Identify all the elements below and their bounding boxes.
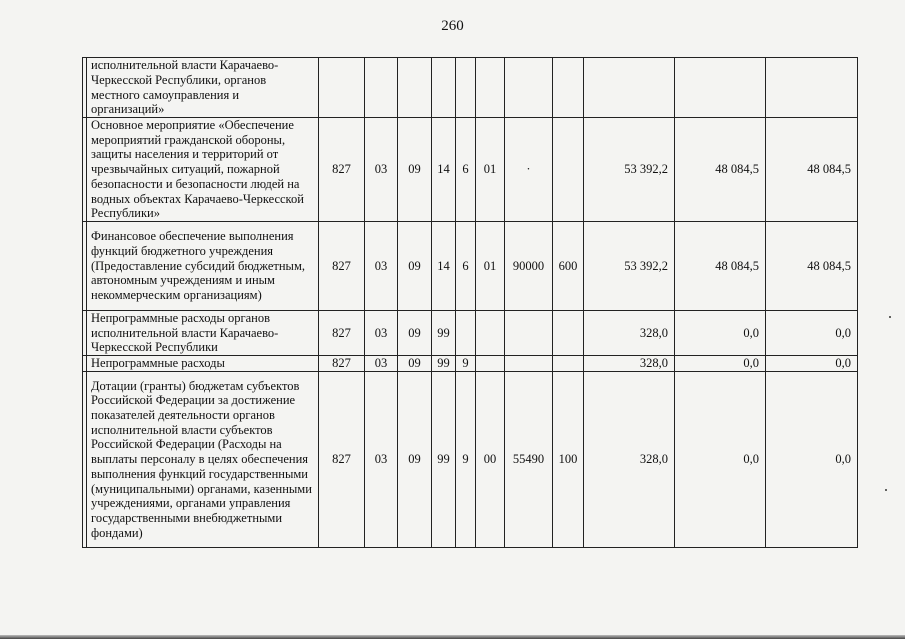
cell-direction: 55490 bbox=[505, 372, 553, 548]
cell-subprogram: 6 bbox=[456, 118, 476, 222]
cell-sum-1: 53 392,2 bbox=[584, 221, 675, 310]
cell-subsection: 09 bbox=[398, 118, 432, 222]
budget-table bbox=[82, 57, 858, 548]
cell-ministry-code: 827 bbox=[319, 118, 365, 222]
table-body bbox=[83, 58, 858, 548]
cell-event bbox=[476, 356, 505, 372]
cell-section: 03 bbox=[365, 221, 398, 310]
cell-sum-1: 328,0 bbox=[584, 310, 675, 355]
cell-sum-3: 0,0 bbox=[766, 310, 858, 355]
cell-section: 03 bbox=[365, 310, 398, 355]
cell-expense-type bbox=[553, 58, 584, 118]
table-row bbox=[83, 58, 858, 118]
cell-section: 03 bbox=[365, 372, 398, 548]
cell-subsection bbox=[398, 58, 432, 118]
cell-sum-2 bbox=[675, 58, 766, 118]
cell-sum-3: 48 084,5 bbox=[766, 221, 858, 310]
cell-sum-1 bbox=[584, 58, 675, 118]
cell-expense-type bbox=[553, 118, 584, 222]
cell-name: Финансовое обеспечение выполнения функций бюджетного учреждения (Предоставление субсидий бюджетным, автономным учреждениям и иным некоммерческим организациям) bbox=[87, 221, 319, 310]
cell-section: 03 bbox=[365, 356, 398, 372]
cell-sum-2: 0,0 bbox=[675, 372, 766, 548]
cell-sum-3: 0,0 bbox=[766, 356, 858, 372]
cell-sum-2: 48 084,5 bbox=[675, 221, 766, 310]
cell-name: исполнительной власти Карачаево-Черкесской Республики, органов местного самоуправления и организаций» bbox=[87, 58, 319, 118]
cell-subprogram bbox=[456, 58, 476, 118]
cell-sum-1: 328,0 bbox=[584, 372, 675, 548]
cell-ministry-code bbox=[319, 58, 365, 118]
cell-name: Непрограммные расходы bbox=[87, 356, 319, 372]
cell-ministry-code: 827 bbox=[319, 310, 365, 355]
cell-ministry-code: 827 bbox=[319, 356, 365, 372]
cell-ministry-code: 827 bbox=[319, 221, 365, 310]
cell-sum-1: 328,0 bbox=[584, 356, 675, 372]
cell-subprogram: 6 bbox=[456, 221, 476, 310]
cell-subsection: 09 bbox=[398, 310, 432, 355]
table-row bbox=[83, 221, 858, 310]
cell-event: 01 bbox=[476, 221, 505, 310]
table-row bbox=[83, 310, 858, 355]
cell-expense-type: 100 bbox=[553, 372, 584, 548]
cell-sum-2: 0,0 bbox=[675, 310, 766, 355]
cell-section bbox=[365, 58, 398, 118]
cell-program: 99 bbox=[432, 356, 456, 372]
cell-expense-type: 600 bbox=[553, 221, 584, 310]
cell-name: Основное мероприятие «Обеспечение мероприятий гражданской обороны, защиты населения и территорий от чрезвычайных ситуаций, пожарной безопасности и безопасности людей на водных объектах Карачаево-Черкесской Республики» bbox=[87, 118, 319, 222]
cell-subprogram bbox=[456, 310, 476, 355]
cell-event: 00 bbox=[476, 372, 505, 548]
cell-sum-2: 48 084,5 bbox=[675, 118, 766, 222]
cell-sum-2: 0,0 bbox=[675, 356, 766, 372]
cell-subprogram: 9 bbox=[456, 372, 476, 548]
cell-section: 03 bbox=[365, 118, 398, 222]
cell-program: 14 bbox=[432, 221, 456, 310]
cell-direction: 90000 bbox=[505, 221, 553, 310]
cell-expense-type bbox=[553, 310, 584, 355]
table-row bbox=[83, 356, 858, 372]
scan-bottom-edge bbox=[0, 635, 905, 639]
cell-program: 99 bbox=[432, 310, 456, 355]
cell-subprogram: 9 bbox=[456, 356, 476, 372]
cell-sum-1: 53 392,2 bbox=[584, 118, 675, 222]
cell-name: Непрограммные расходы органов исполнительной власти Карачаево-Черкесской Республики bbox=[87, 310, 319, 355]
scan-speck bbox=[885, 489, 887, 491]
scan-speck bbox=[889, 316, 891, 318]
cell-sum-3: 48 084,5 bbox=[766, 118, 858, 222]
cell-subsection: 09 bbox=[398, 356, 432, 372]
cell-direction bbox=[505, 58, 553, 118]
cell-subsection: 09 bbox=[398, 372, 432, 548]
cell-direction: · bbox=[505, 118, 553, 222]
cell-direction bbox=[505, 356, 553, 372]
cell-event bbox=[476, 310, 505, 355]
cell-sum-3: 0,0 bbox=[766, 372, 858, 548]
cell-expense-type bbox=[553, 356, 584, 372]
table-row bbox=[83, 372, 858, 548]
cell-event bbox=[476, 58, 505, 118]
cell-direction bbox=[505, 310, 553, 355]
cell-ministry-code: 827 bbox=[319, 372, 365, 548]
page-number: 260 bbox=[441, 18, 464, 34]
cell-name: Дотации (гранты) бюджетам субъектов Российской Федерации за достижение показателей деятельности органов исполнительной власти субъектов Российской Федерации (Расходы на выплаты персоналу в целях обеспечения выполнения функций государственными (муниципальными) органами, казенными учреждениями, органами управления государственными внебюджетными фондами) bbox=[87, 372, 319, 548]
cell-subsection: 09 bbox=[398, 221, 432, 310]
cell-program: 14 bbox=[432, 118, 456, 222]
cell-event: 01 bbox=[476, 118, 505, 222]
cell-program bbox=[432, 58, 456, 118]
table-row bbox=[83, 118, 858, 222]
cell-program: 99 bbox=[432, 372, 456, 548]
cell-sum-3 bbox=[766, 58, 858, 118]
